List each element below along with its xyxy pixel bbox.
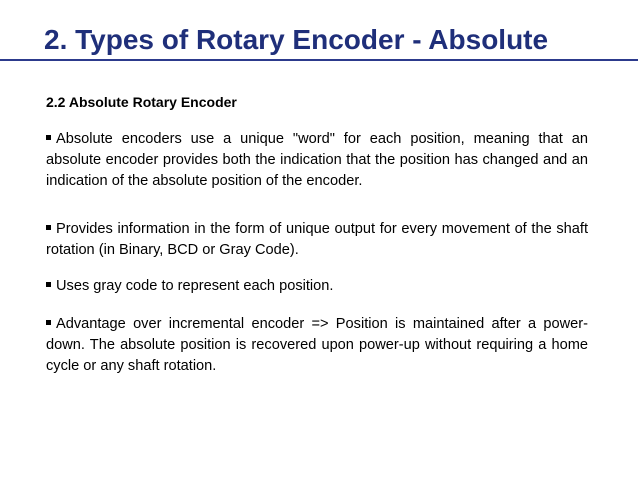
square-bullet-icon [46, 320, 51, 325]
bullet-text: Provides information in the form of unique output for every movement of the shaft rotation (in Binary, BCD or Gray Code). [46, 221, 588, 258]
bullet-text: Absolute encoders use a unique "word" for each position, meaning that an absolute encoder provides both the indication that the position has changed and an indication of the absolute position of the encoder. [46, 131, 588, 189]
bullet-point-advantage [46, 314, 588, 377]
bullet-point-unique-word [46, 129, 588, 192]
square-bullet-icon [46, 135, 51, 140]
bullet-text: Uses gray code to represent each position. [56, 278, 334, 294]
slide-title: 2. Types of Rotary Encoder - Absolute [44, 24, 549, 55]
bullet-point-unique-output [46, 219, 588, 261]
square-bullet-icon [46, 282, 51, 287]
section-heading: 2.2 Absolute Rotary Encoder [46, 94, 237, 110]
square-bullet-icon [46, 225, 51, 230]
title-underline [0, 59, 638, 61]
bullet-point-gray-code [46, 276, 588, 297]
bullet-text: Advantage over incremental encoder => Position is maintained after a power-down. The absolute position is recovered upon power-up without requiring a home cycle or any shaft rotation. [46, 316, 588, 374]
